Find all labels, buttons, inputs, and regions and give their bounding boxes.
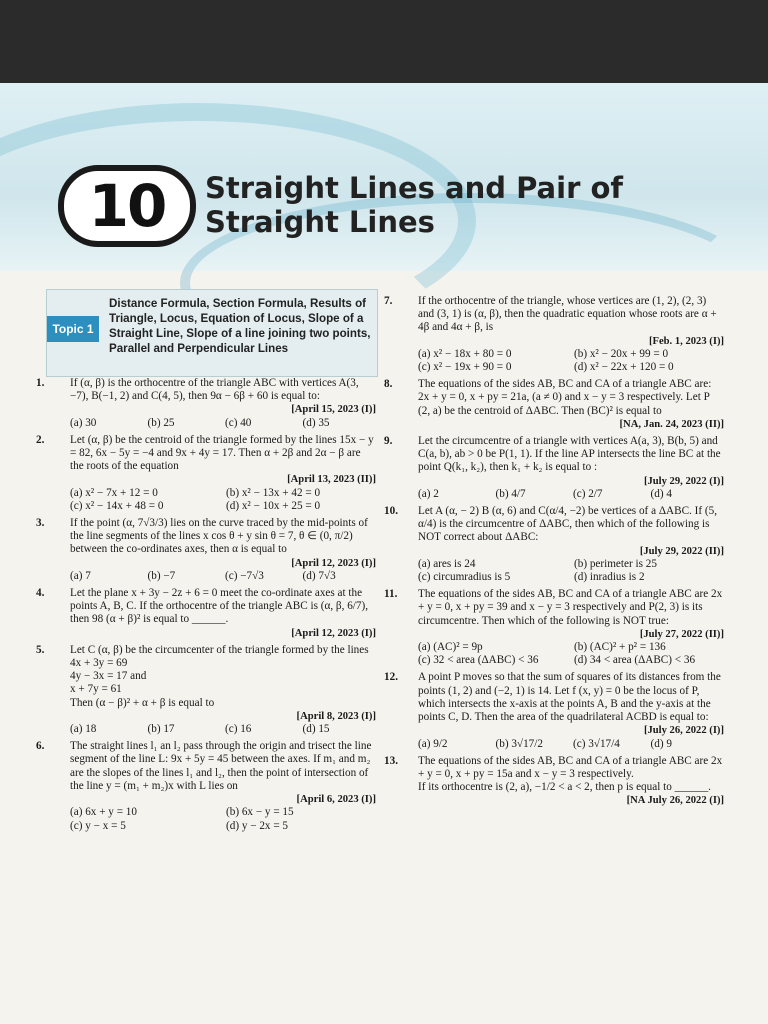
answer-option[interactable]: (a) 6x + y = 10 [70, 806, 137, 819]
topic-box [46, 289, 378, 377]
answer-option[interactable]: (c) 40 [225, 416, 252, 429]
chapter-number: 10 [58, 165, 196, 247]
question-item [384, 378, 724, 431]
topic-label: Topic 1 [47, 316, 99, 342]
question-item [36, 587, 376, 640]
exam-source: [April 8, 2023 (I)] [296, 710, 376, 722]
answer-option[interactable]: (b) perimeter is 25 [574, 557, 657, 570]
right-column [384, 295, 724, 812]
question-number: 8. [384, 378, 393, 391]
answer-option[interactable]: (c) x² − 14x + 48 = 0 [70, 499, 164, 512]
answer-option[interactable]: (c) 32 < area (ΔABC) < 36 [418, 654, 539, 667]
answer-option[interactable]: (b) 17 [147, 723, 175, 736]
exam-source: [April 15, 2023 (I)] [291, 404, 376, 416]
chapter-title: Straight Lines and Pair of Straight Lines [205, 171, 624, 239]
answer-option[interactable]: (a) 2 [418, 487, 439, 500]
answer-option[interactable]: (d) y − 2x = 5 [226, 819, 289, 832]
question-item [384, 505, 724, 584]
answer-option[interactable]: (d) 35 [302, 416, 330, 429]
question-number: 10. [384, 505, 398, 518]
question-number: 7. [384, 295, 393, 307]
left-column [36, 377, 376, 837]
answer-options [418, 558, 724, 584]
question-number: 5. [36, 643, 45, 656]
answer-options [418, 488, 724, 501]
question-item [36, 644, 376, 736]
answer-option[interactable]: (b) −7 [147, 569, 176, 582]
question-text: Let the plane x + 3y − 2z + 6 = 0 meet the co-ordinate axes at the points A, B, C. If the orthocentre of the triangle ABC is (α, β, 6/7), then 98 (α + β)² is equal to ______. [70, 587, 369, 626]
question-text: If the orthocentre of the triangle, whose vertices are (1, 2), (2, 3) and (3, 1) is (α, β), then the quadratic equation whose roots are α + 4β and 4α + β, is [418, 295, 717, 334]
answer-option[interactable]: (a) 7 [70, 569, 91, 582]
question-number: 13. [384, 754, 398, 767]
answer-options [70, 806, 376, 832]
question-item [384, 435, 724, 501]
answer-option[interactable]: (d) x² − 22x + 120 = 0 [574, 361, 674, 374]
answer-options [418, 641, 724, 667]
question-number: 4. [36, 587, 45, 600]
answer-option[interactable]: (a) x² − 7x + 12 = 0 [70, 486, 158, 499]
answer-option[interactable]: (d) 9 [650, 737, 672, 750]
answer-option[interactable]: (c) 3√17/4 [573, 737, 620, 750]
question-item [36, 740, 376, 832]
question-number: 6. [36, 740, 45, 753]
answer-option[interactable]: (d) 15 [302, 723, 330, 736]
answer-options [70, 723, 376, 736]
question-number: 9. [384, 435, 393, 448]
exam-source: [July 26, 2022 (I)] [643, 725, 724, 737]
question-text: The straight lines l₁ an l₂ pass through the origin and trisect the line segment of the line L: 9x + 5y = 45 between the axes. If m₁ and m₂ are the slopes of the lines l₁ and l₂, then the point of intersection of the line y = (m₁ + m₂)x with L lies on [70, 740, 372, 792]
question-text: 4y − 3x = 17 and [70, 670, 147, 683]
answer-option[interactable]: (d) 7√3 [302, 569, 336, 582]
exam-source: [April 12, 2023 (I)] [291, 627, 376, 639]
answer-option[interactable]: (d) x² − 10x + 25 = 0 [226, 499, 321, 512]
exam-source: [April 6, 2023 (I)] [296, 794, 376, 806]
question-number: 1. [36, 377, 45, 389]
answer-options [70, 417, 376, 430]
question-item [36, 434, 376, 513]
chapter-header-band [0, 83, 768, 271]
exam-source: [April 13, 2023 (II)] [287, 474, 376, 486]
question-number: 11. [384, 588, 398, 601]
question-text: Let A (α, − 2) B (α, 6) and C(α/4, −2) be vertices of a ΔABC. If (5, α/4) is the circumcentre of ΔABC, then which of the following is NOT correct about ΔABC: [418, 505, 717, 544]
answer-options [418, 348, 724, 374]
question-number: 2. [36, 433, 45, 446]
answer-option[interactable]: (c) 16 [225, 723, 252, 736]
answer-option[interactable]: (d) 4 [650, 487, 672, 500]
answer-option[interactable]: (b) x² − 20x + 99 = 0 [574, 347, 669, 360]
answer-option[interactable]: (a) ares is 24 [418, 557, 476, 570]
answer-option[interactable]: (d) 34 < area (ΔABC) < 36 [574, 654, 696, 667]
exam-source: [NA, Jan. 24, 2023 (II)] [619, 418, 724, 430]
answer-option[interactable]: (a) 9/2 [418, 737, 448, 750]
answer-option[interactable]: (c) −7√3 [225, 569, 264, 582]
answer-option[interactable]: (b) 25 [147, 416, 175, 429]
question-item [36, 377, 376, 430]
question-item [384, 671, 724, 750]
question-item [384, 755, 724, 808]
answer-option[interactable]: (a) x² − 18x + 80 = 0 [418, 347, 512, 360]
question-number: 3. [36, 517, 45, 530]
question-text: A point P moves so that the sum of squares of its distances from the points (1, 2) and (−2, 1) is 14. Let f (x, y) = 0 be the locus of P, which intersects the x-axis at the points A, B and the y-axis at the points C, D. Then the area of the quadrilateral ACBD is equal to: [418, 671, 721, 724]
answer-option[interactable]: (b) 3√17/2 [495, 737, 543, 750]
question-text: If (α, β) is the orthocentre of the triangle ABC with vertices A(3, −7), B(−1, 2) and C(4, 5), then 9α − 6β + 60 is equal to: [70, 377, 359, 403]
answer-options [70, 570, 376, 583]
answer-option[interactable]: (b) 4/7 [495, 487, 526, 500]
question-text: Let (α, β) be the centroid of the triangle formed by the lines 15x − y = 82, 6x − 5y = −4 and 9x + 4y = 17. Then α + 2β and 2α − β are the roots of the equation [70, 433, 374, 473]
exam-source: [Feb. 1, 2023 (I)] [648, 335, 724, 347]
answer-option[interactable]: (d) inradius is 2 [574, 571, 645, 584]
question-text: If its orthocentre is (2, a), −1/2 < a < 2, then p is equal to ______. [418, 781, 711, 794]
exam-source: [NA July 26, 2022 (I)] [626, 795, 724, 807]
question-text: 4x + 3y = 69 [70, 657, 128, 670]
question-item [36, 517, 376, 583]
question-text: Then (α − β)² + α + β is equal to [70, 696, 215, 709]
topic-heading: Distance Formula, Section Formula, Results of Triangle, Locus, Equation of Locus, Slope of a Straight Line, Slope of a line joining two points, Parallel and Perpendicular Lines [109, 297, 371, 355]
answer-option[interactable]: (c) y − x = 5 [70, 819, 126, 832]
question-text: The equations of the sides AB, BC and CA of a triangle ABC are: 2x + y = 0, x + py = 21a, (a ≠ 0) and x − y = 3 respectively. Let P (2, a) be the centroid of ΔABC. Then (BC)² is equal to [418, 378, 712, 417]
question-text: If the point (α, 7√3/3) lies on the curve traced by the mid-points of the line segments of the lines x cos θ + y sin θ = 7, θ ∈ (0, π/2) between the co-ordinates axes, then α is equal to [70, 517, 368, 556]
exam-source: [April 12, 2023 (I)] [291, 557, 376, 569]
question-text: The equations of the sides AB, BC and CA of a triangle ABC are 2x + y = 0, x + py = 15a and x − y = 3 respectively. [418, 754, 723, 780]
answer-options [70, 487, 376, 513]
answer-option[interactable]: (c) x² − 19x + 90 = 0 [418, 361, 512, 374]
answer-option[interactable]: (a) 18 [70, 723, 97, 736]
answer-option[interactable]: (b) (AC)² + p² = 136 [574, 641, 666, 654]
question-text: Let C (α, β) be the circumcenter of the triangle formed by the lines [70, 643, 369, 656]
textbook-page [0, 83, 768, 1024]
question-text: The equations of the sides AB, BC and CA of a triangle ABC are 2x + y = 0, x + py = 39 and x − y = 3 respectively and P(2, 3) is its circumcentre. Then which of the following is NOT true: [418, 588, 723, 627]
question-number: 12. [384, 671, 398, 684]
answer-option[interactable]: (a) 30 [70, 416, 97, 429]
exam-source: [July 27, 2022 (II)] [639, 628, 724, 640]
question-item [384, 588, 724, 667]
question-item [384, 295, 724, 374]
question-text: x + 7y = 61 [70, 683, 122, 696]
answer-option[interactable]: (b) x² − 13x + 42 = 0 [226, 486, 321, 499]
answer-option[interactable]: (c) 2/7 [573, 487, 603, 500]
question-text: Let the circumcentre of a triangle with vertices A(a, 3), B(b, 5) and C(a, b), ab > 0 be P(1, 1). If the line AP intersects the line BC at the point Q(k₁, k₂), then k₁ + k₂ is equal to : [418, 435, 721, 474]
exam-source: [July 29, 2022 (I)] [643, 475, 724, 487]
answer-option[interactable]: (a) (AC)² = 9p [418, 641, 483, 654]
answer-option[interactable]: (b) 6x − y = 15 [226, 806, 294, 819]
answer-option[interactable]: (c) circumradius is 5 [418, 571, 511, 584]
exam-source: [July 29, 2022 (II)] [639, 545, 724, 557]
answer-options [418, 738, 724, 751]
